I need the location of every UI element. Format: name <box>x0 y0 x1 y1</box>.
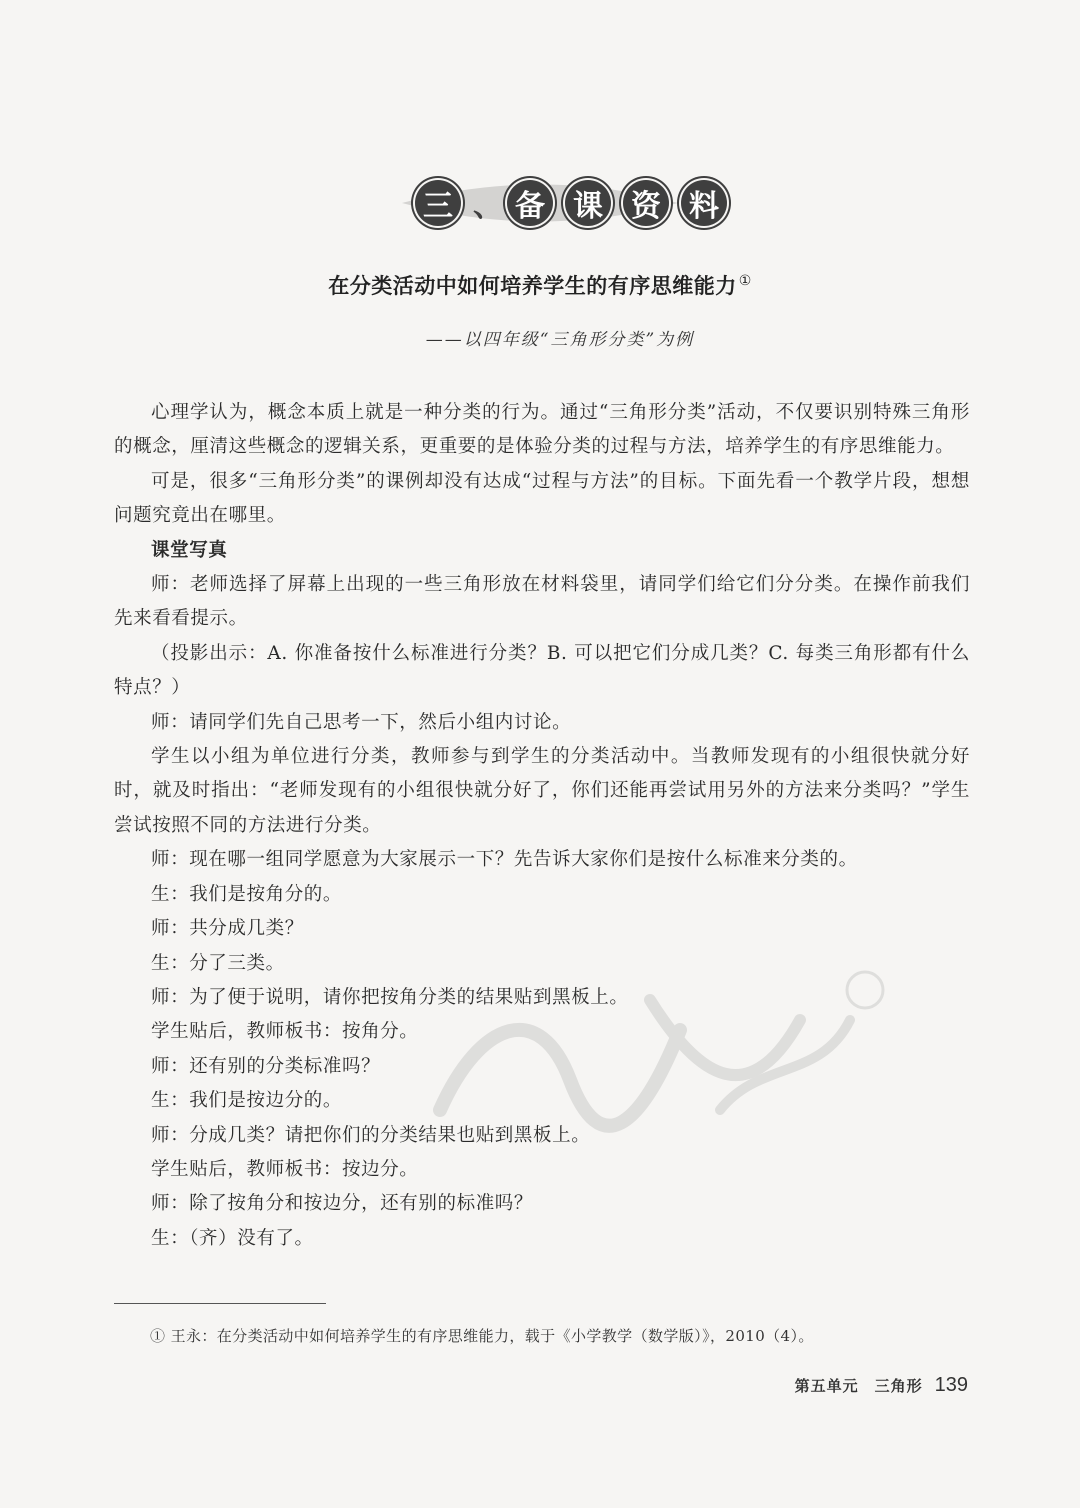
footnote-marker[interactable]: ① <box>738 273 752 289</box>
article-title-text: 在分类活动中如何培养学生的有序思维能力 <box>328 274 737 298</box>
article-subtitle: ——以四年级“三角形分类”为例 <box>425 330 695 350</box>
paragraph: 师：还有别的分类标准吗？ <box>151 1055 381 1077</box>
section-heading: 课堂写真 <box>151 539 228 561</box>
article-body <box>114 396 970 1256</box>
paragraph: 学生贴后，教师板书：按边分。 <box>151 1158 419 1180</box>
paragraph: 师：现在哪一组同学愿意为大家展示一下？先告诉大家你们是按什么标准来分类的。 <box>151 849 858 871</box>
paragraph: 生：我们是按边分的。 <box>151 1090 343 1112</box>
page-number: 139 <box>934 1374 968 1396</box>
banner-char: 备 <box>507 180 553 226</box>
paragraph: （投影出示：A. 你准备按什么标准进行分类？B. 可以把它们分成几类？C. 每类三角形都有什么特点？） <box>114 642 970 699</box>
footnote: ① 王永：在分类活动中如何培养学生的有序思维能力，载于《小学教学（数学版）》，2010（4）。 <box>150 1327 814 1345</box>
page-footer <box>795 1374 968 1397</box>
paragraph: 师：除了按角分和按边分，还有别的标准吗？ <box>151 1193 534 1215</box>
paragraph: 师：请同学们先自己思考一下，然后小组内讨论。 <box>151 711 572 733</box>
banner-char: 料 <box>681 180 727 226</box>
banner-char: 三 <box>415 180 461 226</box>
paragraph: 学生贴后，教师板书：按角分。 <box>151 1021 419 1043</box>
banner-title <box>415 172 739 234</box>
article-title <box>0 270 1080 300</box>
paragraph: 生：分了三类。 <box>151 952 285 974</box>
banner-char: 资 <box>623 180 669 226</box>
footnote-divider <box>114 1303 326 1304</box>
banner-char: 、 <box>473 189 503 224</box>
paragraph: 师：分成几类？请把你们的分类结果也贴到黑板上。 <box>151 1124 591 1146</box>
paragraph: 师：共分成几类？ <box>151 918 304 940</box>
paragraph: 师：为了便于说明，请你把按角分类的结果贴到黑板上。 <box>151 986 629 1008</box>
paragraph: 生：（齐）没有了。 <box>151 1227 314 1249</box>
paragraph: 心理学认为，概念本质上就是一种分类的行为。通过“三角形分类”活动，不仅要识别特殊三角形的概念，厘清这些概念的逻辑关系，更重要的是体验分类的过程与方法，培养学生的有序思维能力。 <box>114 402 970 458</box>
banner-char: 课 <box>565 180 611 226</box>
paragraph: 生：我们是按角分的。 <box>151 883 343 905</box>
section-banner <box>0 172 1080 234</box>
paragraph: 师：老师选择了屏幕上出现的一些三角形放在材料袋里，请同学们给它们分分类。在操作前我们先来看看提示。 <box>114 574 970 630</box>
running-footer-unit: 第五单元 三角形 <box>794 1377 923 1395</box>
paragraph: 学生以小组为单位进行分类，教师参与到学生的分类活动中。当教师发现有的小组很快就分好时，就及时指出：“老师发现有的小组很快就分好了，你们还能再尝试用另外的方法来分类吗？”学生尝试按照不同的方法进行分类。 <box>114 746 970 836</box>
paragraph: 可是，很多“三角形分类”的课例却没有达成“过程与方法”的目标。下面先看一个教学片段，想想问题究竟出在哪里。 <box>114 470 970 527</box>
